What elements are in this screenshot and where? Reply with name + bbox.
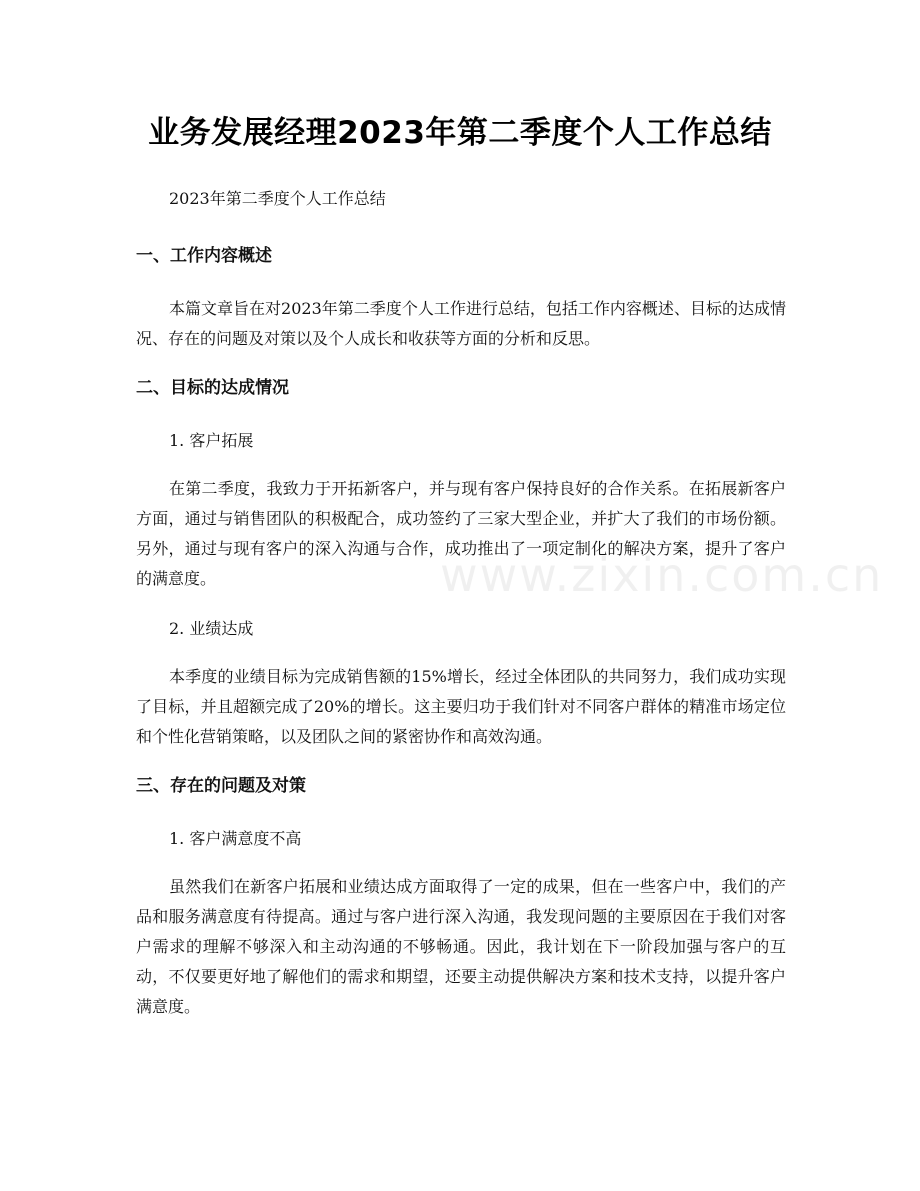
section-heading-goals: 二、目标的达成情况 (136, 378, 289, 398)
paragraph-performance: 本季度的业绩目标为完成销售额的15%增长，经过全体团队的共同努力，我们成功实现了目标，并且超额完成了20%的增长。这主要归功于我们针对不同客户群体的精准市场定位和个性化营销策略，以及团队之间的紧密协作和高效沟通。 (136, 667, 786, 746)
item-label-customer-expansion: 1. 客户拓展 (169, 431, 254, 450)
document-body (136, 184, 786, 1042)
section-heading-problems: 三、存在的问题及对策 (136, 776, 306, 796)
document-title: 业务发展经理2023年第二季度个人工作总结 (148, 115, 772, 151)
paragraph-overview: 本篇文章旨在对2023年第二季度个人工作进行总结，包括工作内容概述、目标的达成情况、存在的问题及对策以及个人成长和收获等方面的分析和反思。 (136, 299, 786, 348)
item-label-satisfaction: 1. 客户满意度不高 (169, 829, 302, 848)
paragraph-satisfaction: 虽然我们在新客户拓展和业绩达成方面取得了一定的成果，但在一些客户中，我们的产品和服务满意度有待提高。通过与客户进行深入沟通，我发现问题的主要原因在于我们对客户需求的理解不够深入和主动沟通的不够畅通。因此，我计划在下一阶段加强与客户的互动，不仅要更好地了解他们的需求和期望，还要主动提供解决方案和技术支持，以提升客户满意度。 (136, 877, 786, 1016)
watermark: www.zixin.com.cn (440, 548, 884, 602)
document-subtitle: 2023年第二季度个人工作总结 (169, 189, 386, 208)
section-heading-overview: 一、工作内容概述 (136, 246, 272, 266)
paragraph-customer-expansion: 在第二季度，我致力于开拓新客户，并与现有客户保持良好的合作关系。在拓展新客户方面，通过与销售团队的积极配合，成功签约了三家大型企业，并扩大了我们的市场份额。另外，通过与现有客户的深入沟通与合作，成功推出了一项定制化的解决方案，提升了客户的满意度。 (136, 479, 786, 588)
item-label-performance: 2. 业绩达成 (169, 619, 254, 638)
